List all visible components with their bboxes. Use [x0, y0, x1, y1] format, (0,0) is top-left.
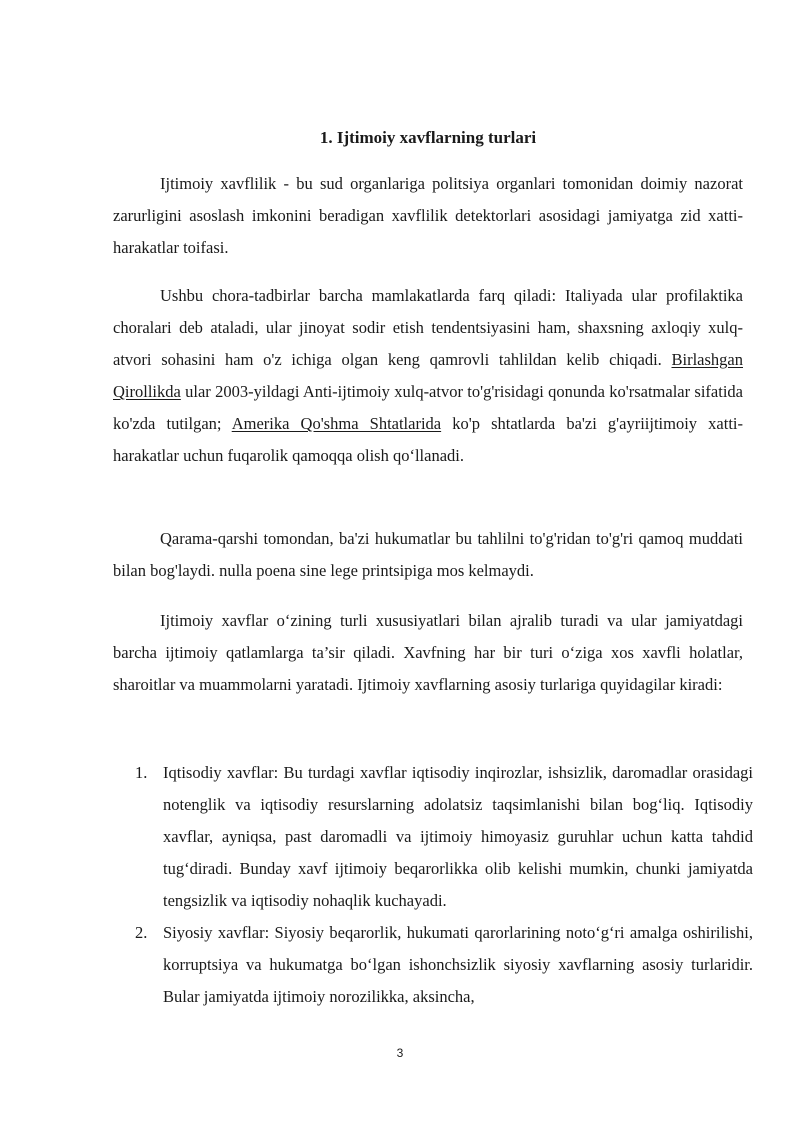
paragraph-measures-text-1: Ushbu chora-tadbirlar barcha mamlakatlarda farq qiladi: Italiyada ular profilaktika choralari deb ataladi, ular jinoyat sodir etish tendentsiyasini ham, shaxsning axloqiy xulq-atvori sohasini ham o'z ichiga olgan keng qamrovli tahlildan kelib chiqadi. [113, 286, 743, 369]
list-item-text: Iqtisodiy xavflar: Bu turdagi xavflar iqtisodiy inqirozlar, ishsizlik, daromadlar orasidagi notenglik va iqtisodiy resurslarning adolatsiz taqsimlanishi bilan bog‘liq. Iqtisodiy xavflar, ayniqsa, past daromadli va ijtimoiy himoyasiz guruhlar uchun katta tahdid tug‘diradi. Bunday xavf ijtimoiy beqarorlikka olib kelishi mumkin, chunki jamiyatda tengsizlik va iqtisodiy nohaqlik kuchayadi. [163, 763, 753, 910]
list-item-number: 2. [135, 923, 148, 942]
list-item-number: 1. [135, 763, 148, 782]
list-item-text: Siyosiy xavflar: Siyosiy beqarorlik, hukumati qarorlarining noto‘g‘ri amalga oshirilishi, korruptsiya va hukumatga bo‘lgan ishonchsizlik siyosiy xavflarning asosiy turlaridir. Bular jamiyatda ijtimoiy norozilikka, aksincha, [163, 923, 753, 1006]
paragraph-definition: Ijtimoiy xavflilik - bu sud organlariga politsiya organlari tomonidan doimiy nazorat zarurligini asoslash imkonini beradigan xavflilik detektorlari asosidagi jamiyatga zid xatti-harakatlar toifasi. [113, 174, 743, 257]
paragraph-measures-text-2: ular 2003-yildagi Anti-ijtimoiy xulq-atvor to'g'risidagi qonunda ko'rsatmalar sifatida ko'zda tutilgan; [113, 382, 743, 433]
page-number: 3 [396, 1046, 404, 1060]
paragraph-contrast: Qarama-qarshi tomondan, ba'zi hukumatlar bu tahlilni to'g'ridan to'g'ri qamoq muddati bilan bog'laydi. nulla poena sine lege printsipiga mos kelmaydi. [113, 529, 743, 580]
paragraph-measures [113, 280, 743, 472]
list-item [113, 757, 753, 917]
section-heading: 1. Ijtimoiy xavflarning turlari [319, 128, 537, 147]
risk-types-list [113, 757, 753, 1013]
paragraph-measures-text-3: ko'p shtatlarda ba'zi g'ayriijtimoiy xatti-harakatlar uchun fuqarolik qamoqqa olish qo‘llanadi. [113, 414, 743, 465]
link-united-kingdom[interactable]: Birlashgan Qirollikda [113, 350, 743, 401]
link-united-states[interactable]: Amerika Qo'shma Shtatlarida [231, 414, 442, 433]
list-item [113, 917, 753, 1013]
paragraph-types-intro: Ijtimoiy xavflar o‘zining turli xususiyatlari bilan ajralib turadi va ular jamiyatdagi barcha ijtimoiy qatlamlarga ta’sir qiladi. Xavfning har bir turi o‘ziga xos xavfli holatlar, sharoitlar va muammolarni yaratadi. Ijtimoiy xavflarning asosiy turlariga quyidagilar kiradi: [113, 611, 743, 694]
